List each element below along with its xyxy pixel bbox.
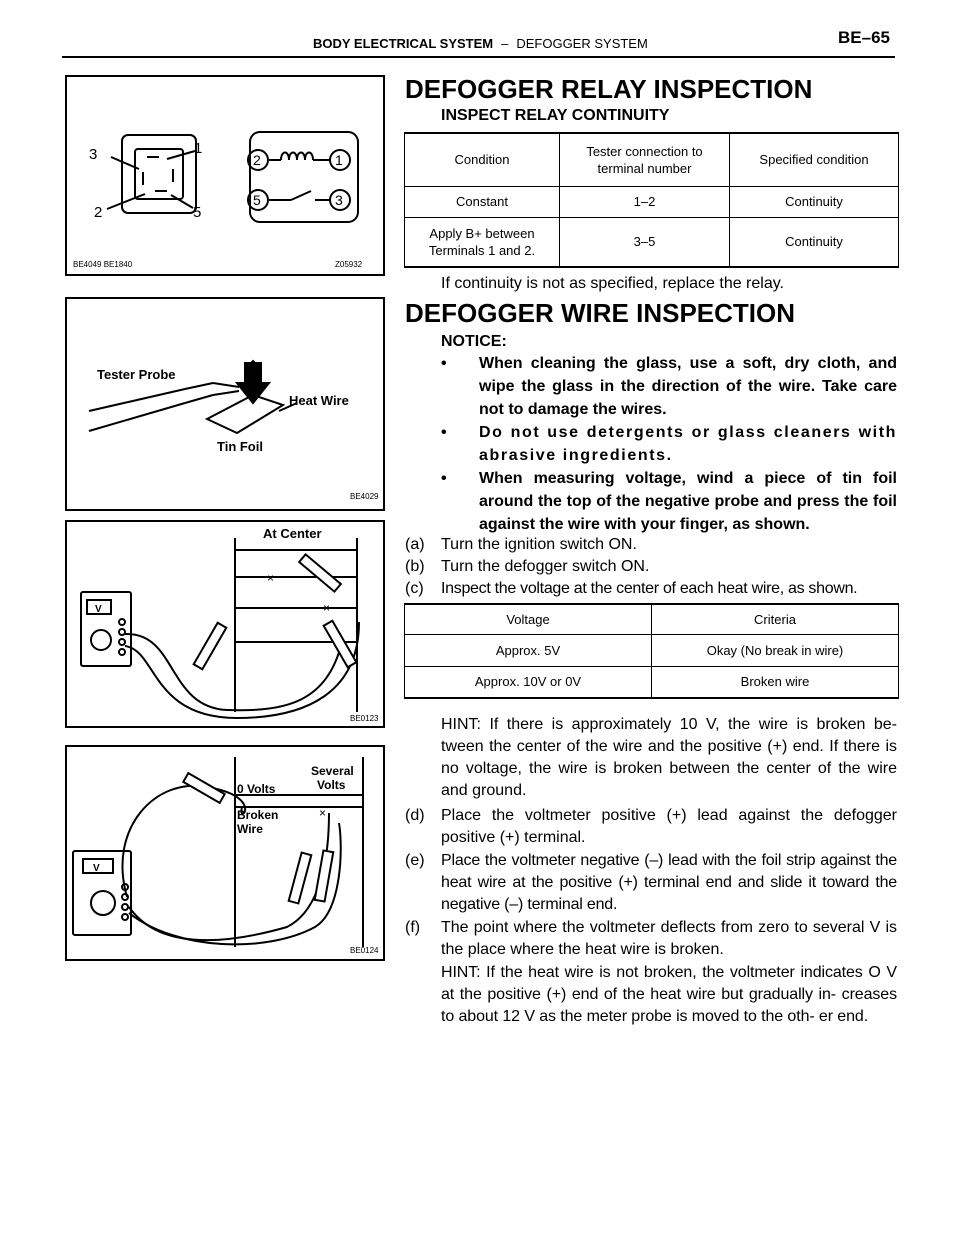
table-header: Criteria: [652, 604, 899, 634]
figure-reference: BE4049 BE1840: [73, 260, 133, 269]
table-header: Specified condition: [730, 133, 899, 186]
relay-continuity-table: [404, 132, 899, 268]
page-number: BE–65: [838, 28, 890, 47]
relay-schematic: [248, 132, 358, 222]
table-header: Condition: [405, 133, 560, 186]
header-section: DEFOGGER SYSTEM: [516, 36, 648, 51]
schematic-terminal: 2: [253, 152, 261, 168]
break-mark-icon: ×: [323, 601, 331, 615]
step-text: Turn the ignition switch ON.: [441, 536, 637, 553]
step-item: [405, 850, 897, 916]
label-wire: Wire: [237, 822, 263, 836]
notice-bullet: [441, 352, 897, 421]
relay-inspection-title: DEFOGGER RELAY INSPECTION: [405, 74, 813, 104]
step-text: The point where the voltmeter deflects from zero to several V is the place where the heat wire is broken.: [441, 919, 897, 958]
tester-probe-figure: [65, 297, 385, 511]
table-header-row: [405, 604, 899, 634]
break-mark-icon: ×: [319, 806, 327, 820]
step-item: [405, 556, 897, 578]
step-item: [405, 534, 897, 556]
test-leads-drawing: [122, 773, 340, 944]
figure-reference: BE0124: [350, 946, 379, 955]
step-text: Inspect the voltage at the center of each heat wire, as shown.: [441, 580, 858, 597]
notice-text: Do not use detergents or glass cleaners with abrasive ingredients.: [479, 424, 897, 464]
table-header: Voltage: [405, 604, 652, 634]
relay-figure: [65, 75, 385, 276]
voltmeter-drawing: [81, 592, 131, 666]
label-heat-wire: Heat Wire: [289, 393, 349, 408]
step-text: Place the voltmeter positive (+) lead against the defogger positive (+) terminal.: [441, 807, 897, 846]
figure-reference: BE4029: [350, 492, 379, 501]
table-cell: Continuity: [730, 186, 899, 217]
broken-wire-figure: [65, 745, 385, 961]
header-system: BODY ELECTRICAL SYSTEM: [313, 36, 494, 51]
step-label: (d): [405, 807, 425, 824]
notice-text: When cleaning the glass, use a soft, dry cloth, and wipe the glass in the direction of the wire. Take care not to damage the wires.: [479, 355, 897, 418]
bullet-icon: •: [441, 424, 447, 441]
hint-paragraph: HINT: If there is approximately 10 V, the wire is broken be- tween the center of the wire and the positive (+) end. If there is no voltage, the wire is broken between the center of the wire and ground.: [441, 716, 897, 799]
notice-bullet: [441, 467, 897, 536]
step-text: Turn the defogger switch ON.: [441, 558, 650, 575]
table-cell: Constant: [405, 186, 560, 217]
voltmeter-label: V: [95, 604, 102, 615]
table-cell: Apply B+ between Terminals 1 and 2.: [405, 217, 560, 267]
relay-pin-label: 3: [89, 146, 98, 163]
notice-text: When measuring voltage, wind a piece of tin foil around the top of the negative probe and press the foil against the wire with your finger, as shown.: [479, 470, 897, 533]
schematic-terminal: 5: [253, 192, 261, 208]
figure-reference: BE0123: [350, 714, 379, 723]
step-item: [405, 917, 897, 961]
step-label: (c): [405, 580, 424, 597]
table-cell: Continuity: [730, 217, 899, 267]
notice-label: NOTICE:: [441, 333, 507, 350]
relay-pin-label: 5: [193, 204, 202, 221]
defogger-grid-drawing: [235, 538, 357, 712]
relay-socket-drawing: [107, 135, 196, 213]
test-leads-drawing: [125, 554, 359, 718]
table-header-row: [405, 133, 899, 186]
step-text: Place the voltmeter negative (–) lead with the foil strip against the heat wire at the positive (+) terminal end and slide it toward the negative (–) terminal end.: [441, 852, 897, 913]
step-label: (b): [405, 558, 425, 575]
table-cell: Broken wire: [652, 666, 899, 698]
wire-inspection-title: DEFOGGER WIRE INSPECTION: [405, 298, 796, 328]
page-header: [313, 36, 648, 51]
step-item: [405, 578, 897, 600]
table-cell: Okay (No break in wire): [652, 634, 899, 666]
relay-pin-label: 1: [194, 140, 203, 157]
step-label: (a): [405, 536, 425, 553]
step-item: [405, 805, 897, 849]
hint-paragraph: HINT: If the heat wire is not broken, the voltmeter indicates O V at the positive (+) end of the heat wire but gradually in- creases to about 12 V as the meter probe is moved to the oth- er end.: [441, 964, 897, 1025]
table-cell: Approx. 10V or 0V: [405, 666, 652, 698]
table-cell: 1–2: [560, 186, 730, 217]
table-row: [405, 634, 899, 666]
break-mark-icon: ×: [267, 571, 275, 585]
label-tin-foil: Tin Foil: [217, 439, 263, 454]
table-cell: 3–5: [560, 217, 730, 267]
voltage-at-center-figure: [65, 520, 385, 728]
schematic-terminal: 1: [335, 152, 343, 168]
label-volts: Volts: [317, 778, 346, 792]
relay-replace-note: If continuity is not as specified, replace the relay.: [441, 275, 784, 292]
table-cell: Approx. 5V: [405, 634, 652, 666]
relay-pin-label: 2: [94, 204, 103, 221]
step-label: (f): [405, 919, 421, 936]
table-header: Tester connection to terminal number: [560, 133, 730, 186]
label-tester-probe: Tester Probe: [97, 367, 176, 382]
header-rule: [62, 56, 895, 58]
bullet-icon: •: [441, 355, 447, 372]
header-separator: –: [501, 36, 509, 51]
label-zero-volts: 0 Volts: [237, 782, 276, 796]
bullet-icon: •: [441, 470, 447, 487]
notice-bullet: [441, 421, 897, 467]
voltage-criteria-table: [404, 603, 899, 699]
figure-reference: Z05932: [335, 260, 363, 269]
voltmeter-label: V: [93, 863, 100, 874]
schematic-terminal: 3: [335, 192, 343, 208]
step-label: (e): [405, 852, 425, 869]
table-row: [405, 217, 899, 267]
relay-inspection-subtitle: INSPECT RELAY CONTINUITY: [441, 107, 670, 124]
label-at-center: At Center: [263, 526, 322, 541]
table-row: [405, 186, 899, 217]
label-several: Several: [311, 764, 354, 778]
label-broken: Broken: [237, 808, 279, 822]
table-row: [405, 666, 899, 698]
